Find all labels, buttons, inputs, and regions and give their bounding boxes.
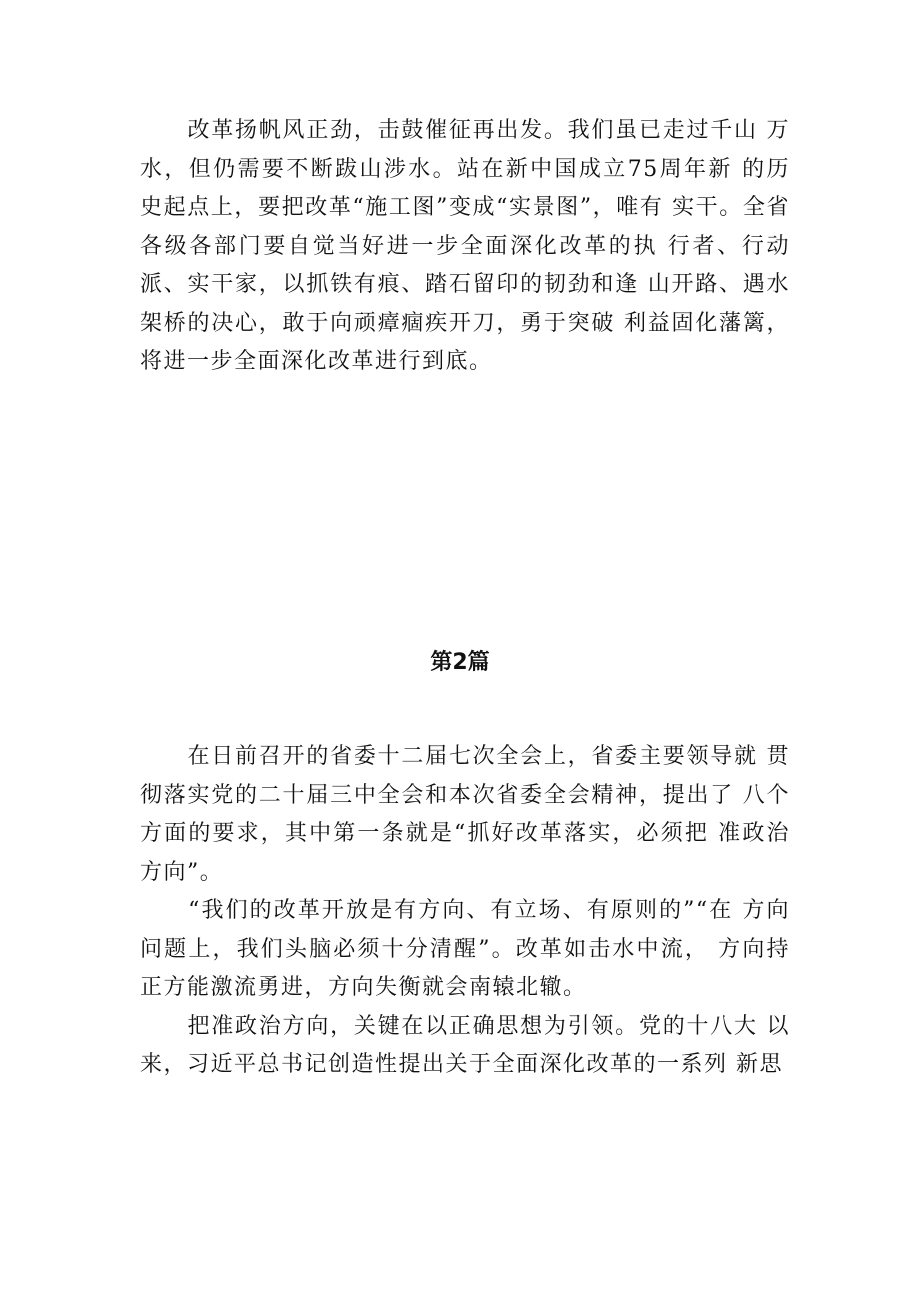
section-1-body — [140, 112, 790, 382]
section-2-paragraph-3: 把准政治方向，关键在以正确思想为引领。党的十八大 以来，习近平总书记创造性提出关于全面深化改革的一系列 新思 — [140, 1013, 790, 1077]
section-2-paragraph-2: “我们的改革开放是有方向、有立场、有原则的”“在 方向问题上，我们头脑必须十分清醒”。改革如击水中流， 方向持正方能激流勇进，方向失衡就会南辕北辙。 — [140, 898, 790, 1000]
section-1-paragraph-1: 改革扬帆风正劲，击鼓催征再出发。我们虽已走过千山 万水，但仍需要不断跋山涉水。站在新中国成立75周年新 的历史起点上，要把改革“施工图”变成“实景图”，唯有 实干。全省各级各部门要自觉当好进一步全面深化改革的执 行者、行动派、实干家，以抓铁有痕、踏石留印的韧劲和逢 山开路、遇水架桥的决心，敢于向顽瘴痼疾开刀，勇于突破 利益固化藩篱，将进一步全面深化改革进行到底。 — [140, 118, 790, 374]
section-2-heading: 第2篇 — [430, 650, 490, 675]
section-2-body — [140, 738, 790, 1085]
section-2-paragraph-1: 在日前召开的省委十二届七次全会上，省委主要领导就 贯彻落实党的二十届三中全会和本次省委全会精神，提出了 八个方面的要求，其中第一条就是“抓好改革落实，必须把 准政治方向”。 — [140, 744, 790, 885]
